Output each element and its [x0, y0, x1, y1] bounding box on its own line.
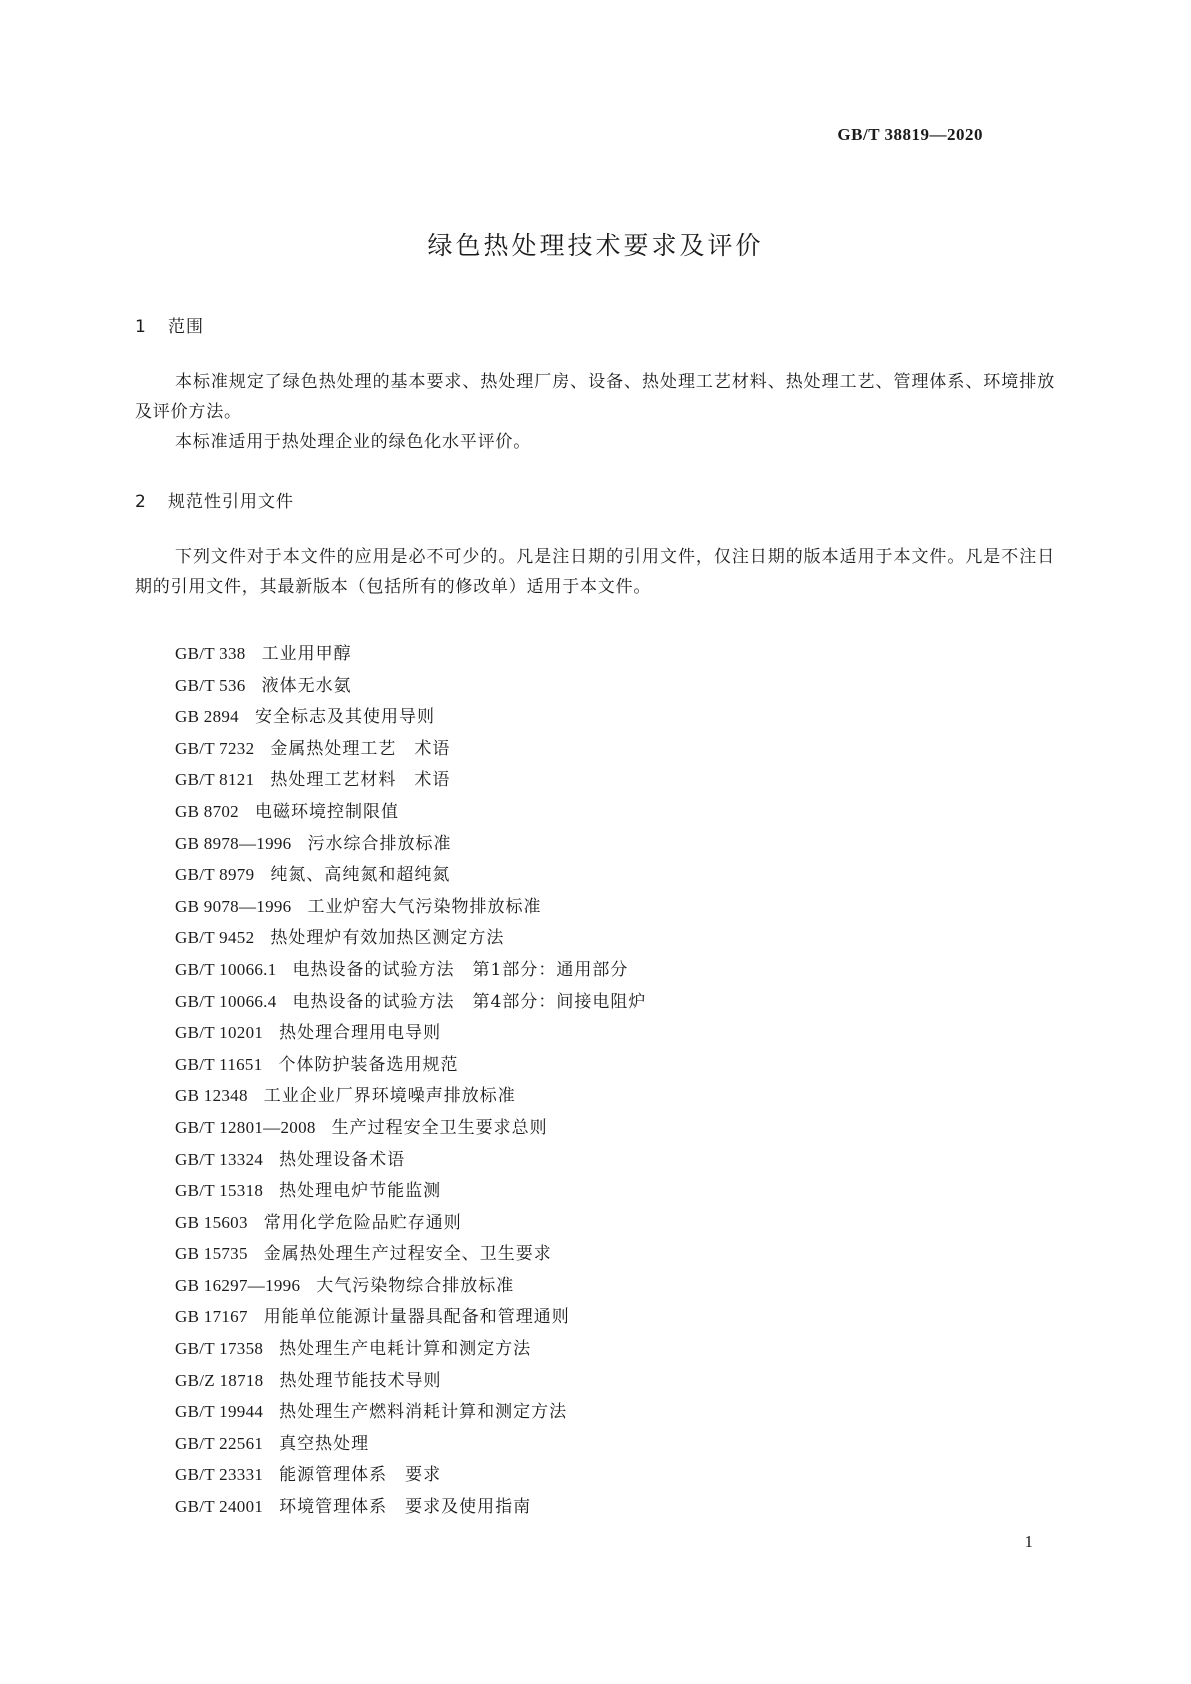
reference-item: [175, 1428, 646, 1460]
reference-code: GB 8978—1996: [175, 833, 292, 853]
reference-code: GB/T 11651: [175, 1054, 263, 1074]
reference-title: 安全标志及其使用导则: [254, 707, 435, 728]
reference-title: 个体防护装备选用规范: [278, 1054, 459, 1075]
reference-title: 热处理炉有效加热区测定方法: [270, 928, 505, 949]
reference-title: 电热设备的试验方法 第4部分：间接电阻炉: [292, 991, 647, 1012]
reference-title: 金属热处理生产过程安全、卫生要求: [263, 1244, 552, 1265]
reference-code: GB/T 23331: [175, 1465, 264, 1485]
reference-code: GB 8702: [175, 801, 239, 821]
reference-item: [175, 1144, 646, 1176]
reference-title: 用能单位能源计量器具配备和管理通则: [263, 1307, 570, 1328]
reference-code: GB/T 338: [175, 644, 246, 663]
reference-code: GB/T 10066.4: [175, 991, 277, 1011]
scope-paragraph: 本标准规定了绿色热处理的基本要求、热处理厂房、设备、热处理工艺材料、热处理工艺、管理体系、环境排放及评价方法。: [135, 372, 1055, 422]
reference-item: [175, 764, 646, 796]
reference-title: 热处理合理用电导则: [279, 1023, 442, 1044]
reference-title: 大气污染物综合排放标准: [316, 1275, 515, 1296]
reference-code: GB/T 10066.1: [175, 959, 277, 979]
reference-title: 生产过程安全卫生要求总则: [331, 1117, 548, 1138]
reference-item: [175, 670, 646, 702]
reference-title: 污水综合排放标准: [307, 833, 452, 854]
reference-code: GB/T 8979: [175, 865, 255, 885]
reference-title: 电磁环境控制限值: [254, 801, 399, 822]
references-intro-paragraph: 下列文件对于本文件的应用是必不可少的。凡是注日期的引用文件，仅注日期的版本适用于本文件。凡是不注日期的引用文件，其最新版本（包括所有的修改单）适用于本文件。: [135, 547, 1055, 597]
reference-title: 热处理生产燃料消耗计算和测定方法: [279, 1402, 568, 1423]
reference-code: GB 2894: [175, 707, 239, 727]
reference-title: 工业企业厂界环境噪声排放标准: [263, 1086, 516, 1107]
reference-item: [175, 1112, 646, 1144]
reference-title: 工业炉窑大气污染物排放标准: [307, 896, 542, 917]
reference-item: [175, 1365, 646, 1397]
reference-item: [175, 1080, 646, 1112]
reference-title: 热处理电炉节能监测: [279, 1181, 442, 1202]
reference-code: GB 16297—1996: [175, 1275, 301, 1295]
reference-title: 工业用甲醇: [261, 644, 352, 664]
reference-item: [175, 796, 646, 828]
reference-code: GB 12348: [175, 1086, 248, 1106]
reference-code: GB/T 9452: [175, 928, 255, 948]
reference-code: GB 9078—1996: [175, 896, 292, 916]
reference-code: GB 15603: [175, 1212, 248, 1232]
reference-item: [175, 733, 646, 765]
reference-item: [175, 701, 646, 733]
reference-title: 电热设备的试验方法 第1部分：通用部分: [292, 959, 629, 980]
section-heading-scope: [135, 312, 204, 337]
reference-item: [175, 638, 646, 670]
reference-item: [175, 1017, 646, 1049]
reference-list: [175, 638, 646, 1523]
reference-item: [175, 891, 646, 923]
reference-title: 热处理节能技术导则: [279, 1370, 442, 1391]
reference-code: GB/T 8121: [175, 770, 255, 790]
reference-title: 热处理生产电耗计算和测定方法: [279, 1339, 532, 1360]
reference-item: [175, 1049, 646, 1081]
reference-code: GB 17167: [175, 1307, 248, 1327]
reference-item: [175, 1207, 646, 1239]
reference-item: [175, 1175, 646, 1207]
reference-code: GB/T 13324: [175, 1149, 264, 1169]
reference-item: [175, 1238, 646, 1270]
reference-code: GB/T 19944: [175, 1402, 264, 1422]
section-number: 1: [135, 317, 146, 337]
reference-title: 金属热处理工艺 术语: [270, 738, 451, 759]
reference-code: GB/T 24001: [175, 1497, 264, 1517]
reference-code: GB/T 12801—2008: [175, 1117, 316, 1137]
standard-code: GB/T 38819—2020: [837, 125, 983, 144]
section-title: 范围: [168, 317, 204, 337]
section-title: 规范性引用文件: [168, 492, 294, 512]
reference-title: 液体无水氨: [261, 675, 352, 696]
reference-title: 环境管理体系 要求及使用指南: [279, 1497, 532, 1518]
reference-code: GB 15735: [175, 1244, 248, 1264]
reference-item: [175, 986, 646, 1018]
reference-code: GB/T 7232: [175, 738, 255, 758]
applicability-paragraph: 本标准适用于热处理企业的绿色化水平评价。: [175, 432, 531, 452]
reference-title: 热处理工艺材料 术语: [270, 770, 451, 791]
reference-item: [175, 1270, 646, 1302]
document-title: 绿色热处理技术要求及评价: [427, 231, 764, 260]
reference-code: GB/Z 18718: [175, 1370, 264, 1390]
reference-item: [175, 828, 646, 860]
reference-item: [175, 1459, 646, 1491]
reference-title: 热处理设备术语: [279, 1149, 406, 1170]
section-heading-normative-references: [135, 487, 294, 512]
reference-item: [175, 1301, 646, 1333]
reference-code: GB/T 10201: [175, 1023, 264, 1043]
reference-item: [175, 1333, 646, 1365]
reference-title: 纯氮、高纯氮和超纯氮: [270, 865, 451, 886]
page-number: 1: [1024, 1532, 1033, 1551]
reference-code: GB/T 536: [175, 675, 246, 695]
reference-item: [175, 922, 646, 954]
reference-code: GB/T 15318: [175, 1181, 264, 1201]
reference-code: GB/T 17358: [175, 1339, 264, 1359]
reference-item: [175, 954, 646, 986]
reference-title: 真空热处理: [279, 1433, 370, 1454]
reference-item: [175, 1491, 646, 1523]
reference-item: [175, 859, 646, 891]
reference-title: 常用化学危险品贮存通则: [263, 1212, 462, 1233]
reference-code: GB/T 22561: [175, 1433, 264, 1453]
reference-title: 能源管理体系 要求: [279, 1465, 442, 1486]
section-number: 2: [135, 492, 146, 512]
reference-item: [175, 1396, 646, 1428]
